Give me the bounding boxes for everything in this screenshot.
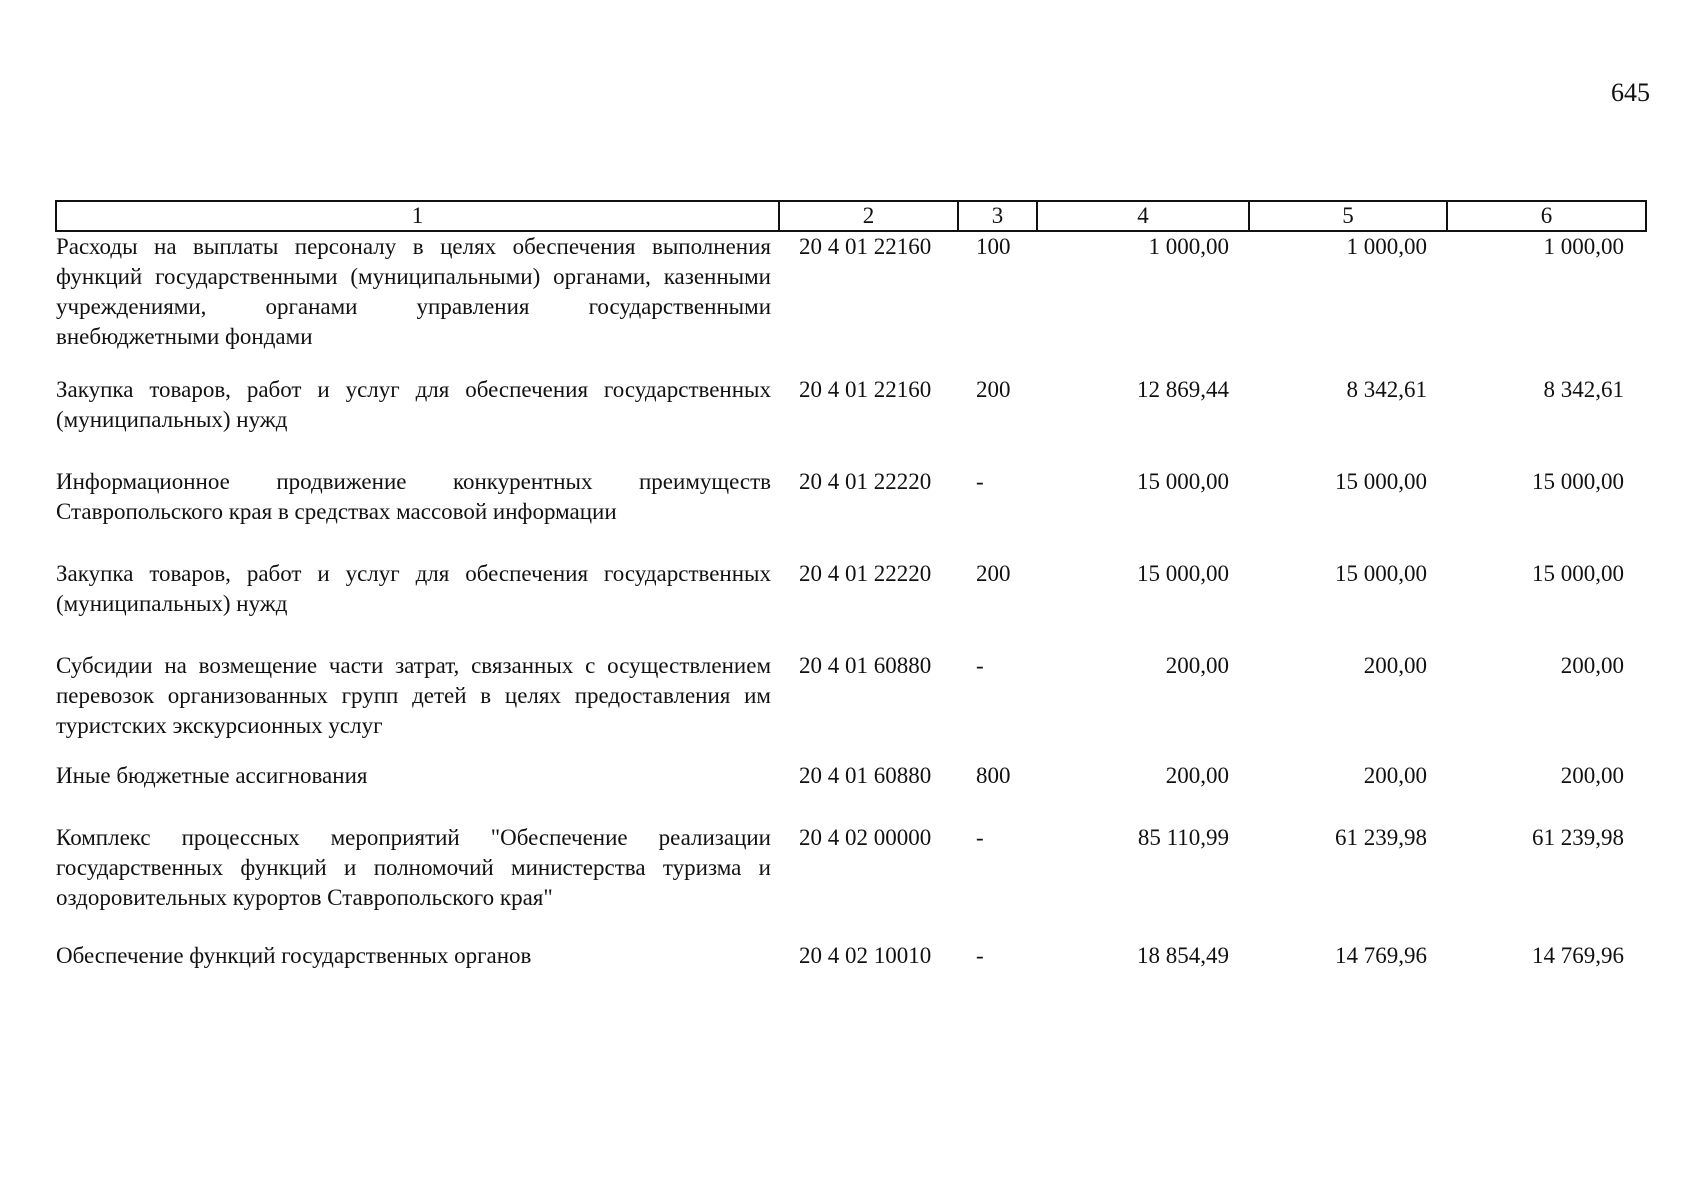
- row-value-4: 200,00: [1165, 653, 1229, 678]
- row-name: Закупка товаров, работ и услуг для обеспечения государственных (муниципальных) нужд: [56, 561, 771, 616]
- column-header-1: 1: [56, 201, 779, 231]
- page-number: 645: [1611, 78, 1650, 107]
- column-header-4: 4: [1037, 201, 1249, 231]
- row-value-6: 61 239,98: [1532, 825, 1624, 850]
- row-name: Информационное продвижение конкурентных преимуществ Ставропольского края в средствах массовой информации: [56, 469, 771, 524]
- row-value-5: 8 342,61: [1346, 377, 1427, 402]
- row-value-5: 200,00: [1363, 653, 1427, 678]
- table-row: [56, 941, 1646, 981]
- table-header-row: [56, 201, 1646, 231]
- row-value-4: 1 000,00: [1148, 234, 1229, 259]
- table-row: [56, 231, 1646, 375]
- table-row: [56, 651, 1646, 761]
- row-value-6: 14 769,96: [1532, 943, 1624, 968]
- row-value-4: 200,00: [1165, 763, 1229, 788]
- row-value-6: 8 342,61: [1543, 377, 1624, 402]
- row-value-5: 61 239,98: [1335, 825, 1427, 850]
- table-row: [56, 823, 1646, 941]
- column-header-2: 2: [779, 201, 958, 231]
- row-value-6: 1 000,00: [1543, 234, 1624, 259]
- row-code: 20 4 01 22160: [799, 234, 932, 259]
- column-header-5: 5: [1249, 201, 1447, 231]
- row-code: 20 4 02 10010: [799, 943, 932, 968]
- row-value-6: 200,00: [1560, 763, 1624, 788]
- row-value-6: 15 000,00: [1532, 561, 1624, 586]
- row-value-4: 15 000,00: [1137, 469, 1229, 494]
- row-value-4: 18 854,49: [1137, 943, 1229, 968]
- row-value-4: 85 110,99: [1137, 825, 1229, 850]
- row-value-4: 15 000,00: [1137, 561, 1229, 586]
- row-code: 20 4 01 60880: [799, 763, 932, 788]
- row-code: 20 4 01 22220: [799, 561, 932, 586]
- row-name: Комплекс процессных мероприятий "Обеспечение реализации государственных функций и полномочий министерства туризма и оздоровительных курортов Ставропольского края": [56, 825, 771, 910]
- row-code: 20 4 01 22160: [799, 377, 932, 402]
- row-value-5: 200,00: [1363, 763, 1427, 788]
- column-header-3: 3: [958, 201, 1037, 231]
- row-value-5: 1 000,00: [1346, 234, 1427, 259]
- row-value-5: 14 769,96: [1335, 943, 1427, 968]
- budget-table: [55, 200, 1647, 981]
- table-row: [56, 761, 1646, 823]
- row-expense-type: 100: [976, 234, 1011, 259]
- column-header-6: 6: [1447, 201, 1646, 231]
- row-value-6: 15 000,00: [1532, 469, 1624, 494]
- row-expense-type: 800: [976, 763, 1011, 788]
- row-name: Субсидии на возмещение части затрат, связанных с осуществлением перевозок организованных групп детей в целях предоставления им туристских экскурсионных услуг: [56, 653, 771, 738]
- table-row: [56, 375, 1646, 467]
- row-name: Расходы на выплаты персоналу в целях обеспечения выполнения функций государственными (муниципальными) органами, казенными учреждениями, органами управления государственными внебюджетными фондами: [56, 234, 771, 349]
- row-code: 20 4 01 60880: [799, 653, 932, 678]
- row-value-4: 12 869,44: [1137, 377, 1229, 402]
- row-name: Иные бюджетные ассигнования: [56, 763, 368, 788]
- row-name: Закупка товаров, работ и услуг для обеспечения государственных (муниципальных) нужд: [56, 377, 771, 432]
- row-expense-type: -: [976, 943, 984, 968]
- row-value-6: 200,00: [1560, 653, 1624, 678]
- row-value-5: 15 000,00: [1335, 469, 1427, 494]
- row-expense-type: -: [976, 469, 984, 494]
- row-code: 20 4 01 22220: [799, 469, 932, 494]
- row-expense-type: -: [976, 825, 984, 850]
- row-code: 20 4 02 00000: [799, 825, 932, 850]
- row-expense-type: 200: [976, 561, 1011, 586]
- table-row: [56, 467, 1646, 559]
- row-expense-type: 200: [976, 377, 1011, 402]
- row-expense-type: -: [976, 653, 984, 678]
- row-value-5: 15 000,00: [1335, 561, 1427, 586]
- table-row: [56, 559, 1646, 651]
- row-name: Обеспечение функций государственных органов: [56, 943, 532, 968]
